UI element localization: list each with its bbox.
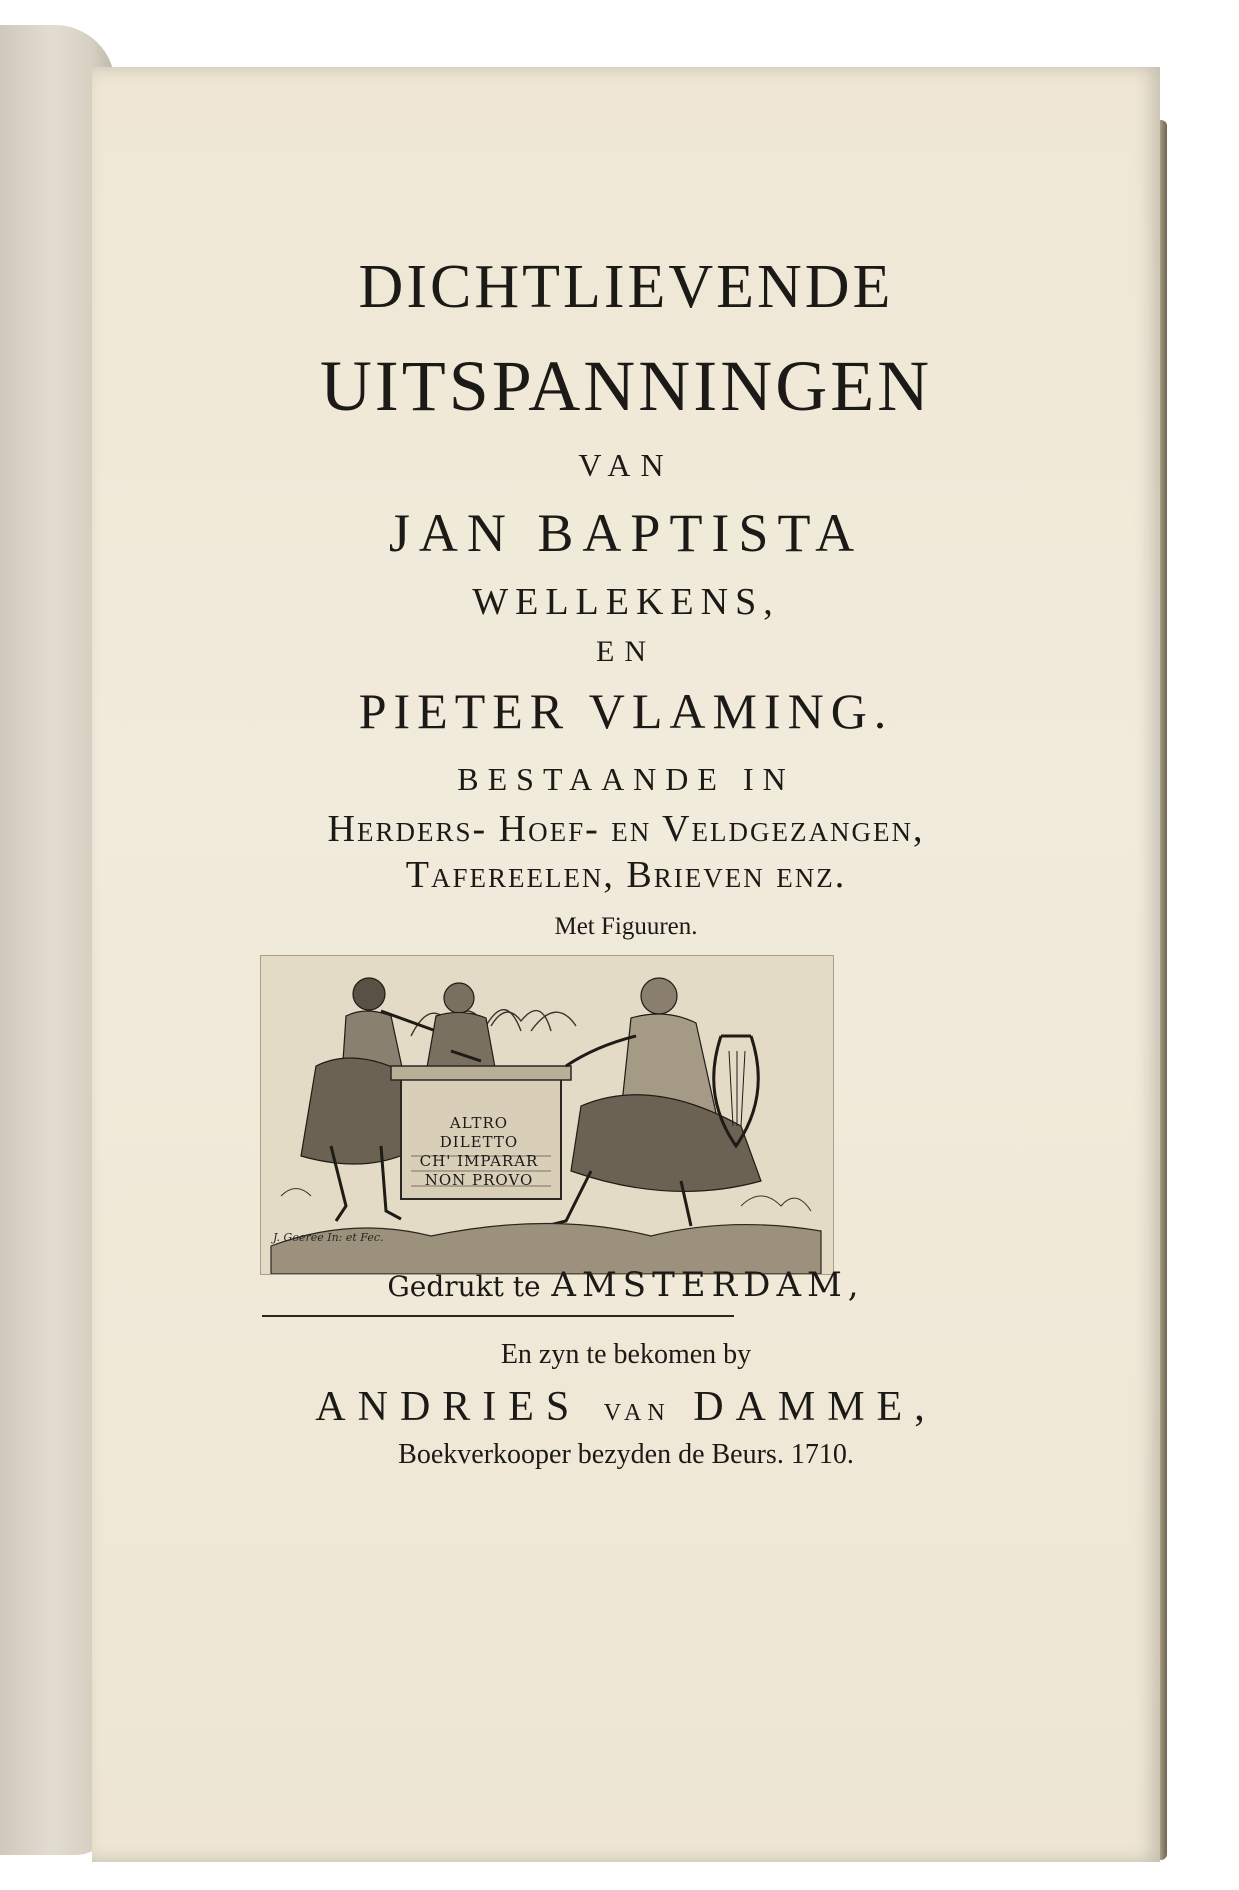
met-figuuren-line: Met Figuuren. [554, 913, 698, 940]
publisher-last: DAMME, [693, 1384, 937, 1430]
engraver-signature: J. Goeree In: et Fec. [273, 1231, 384, 1244]
en-line: EN [596, 635, 656, 668]
imprint-rule [262, 1315, 734, 1317]
publisher-name [92, 1383, 1160, 1431]
imprint-city: AMSTERDAM, [551, 1265, 865, 1305]
engraved-vignette [260, 955, 834, 1275]
author-1-name: JAN BAPTISTA [388, 503, 864, 563]
author-1-surname: WELLEKENS, [472, 581, 780, 623]
vignette-motto [411, 1114, 547, 1190]
van-line: VAN [578, 447, 674, 483]
gedrukt-prefix: Gedrukt te [387, 1270, 541, 1303]
contents-line-1: Herders- Hoef- en Veldgezangen, [327, 808, 925, 850]
bestaande-line: BESTAANDE IN [457, 761, 795, 797]
title-line-2: UITSPANNINGEN [319, 346, 933, 426]
vignette-illustration [261, 956, 833, 1274]
motto-line-1: ALTRO DILETTO [439, 1114, 519, 1151]
title-page [92, 67, 1160, 1862]
motto-line-3: NON PROVO [424, 1171, 534, 1189]
imprint-line-4: Boekverkooper bezyden de Beurs. 1710. [398, 1439, 854, 1470]
gedrukt-line [92, 1265, 1160, 1305]
motto-line-2: CH' IMPARAR [419, 1152, 539, 1170]
author-2-name: PIETER VLAMING. [358, 683, 894, 739]
contents-line-2: Tafereelen, Brieven enz. [405, 854, 847, 896]
imprint-line-2: En zyn te bekomen by [500, 1339, 752, 1370]
title-line-1: DICHTLIEVENDE [358, 253, 894, 321]
publisher-van: VAN [603, 1400, 671, 1426]
publisher-first: ANDRIES [315, 1384, 582, 1430]
